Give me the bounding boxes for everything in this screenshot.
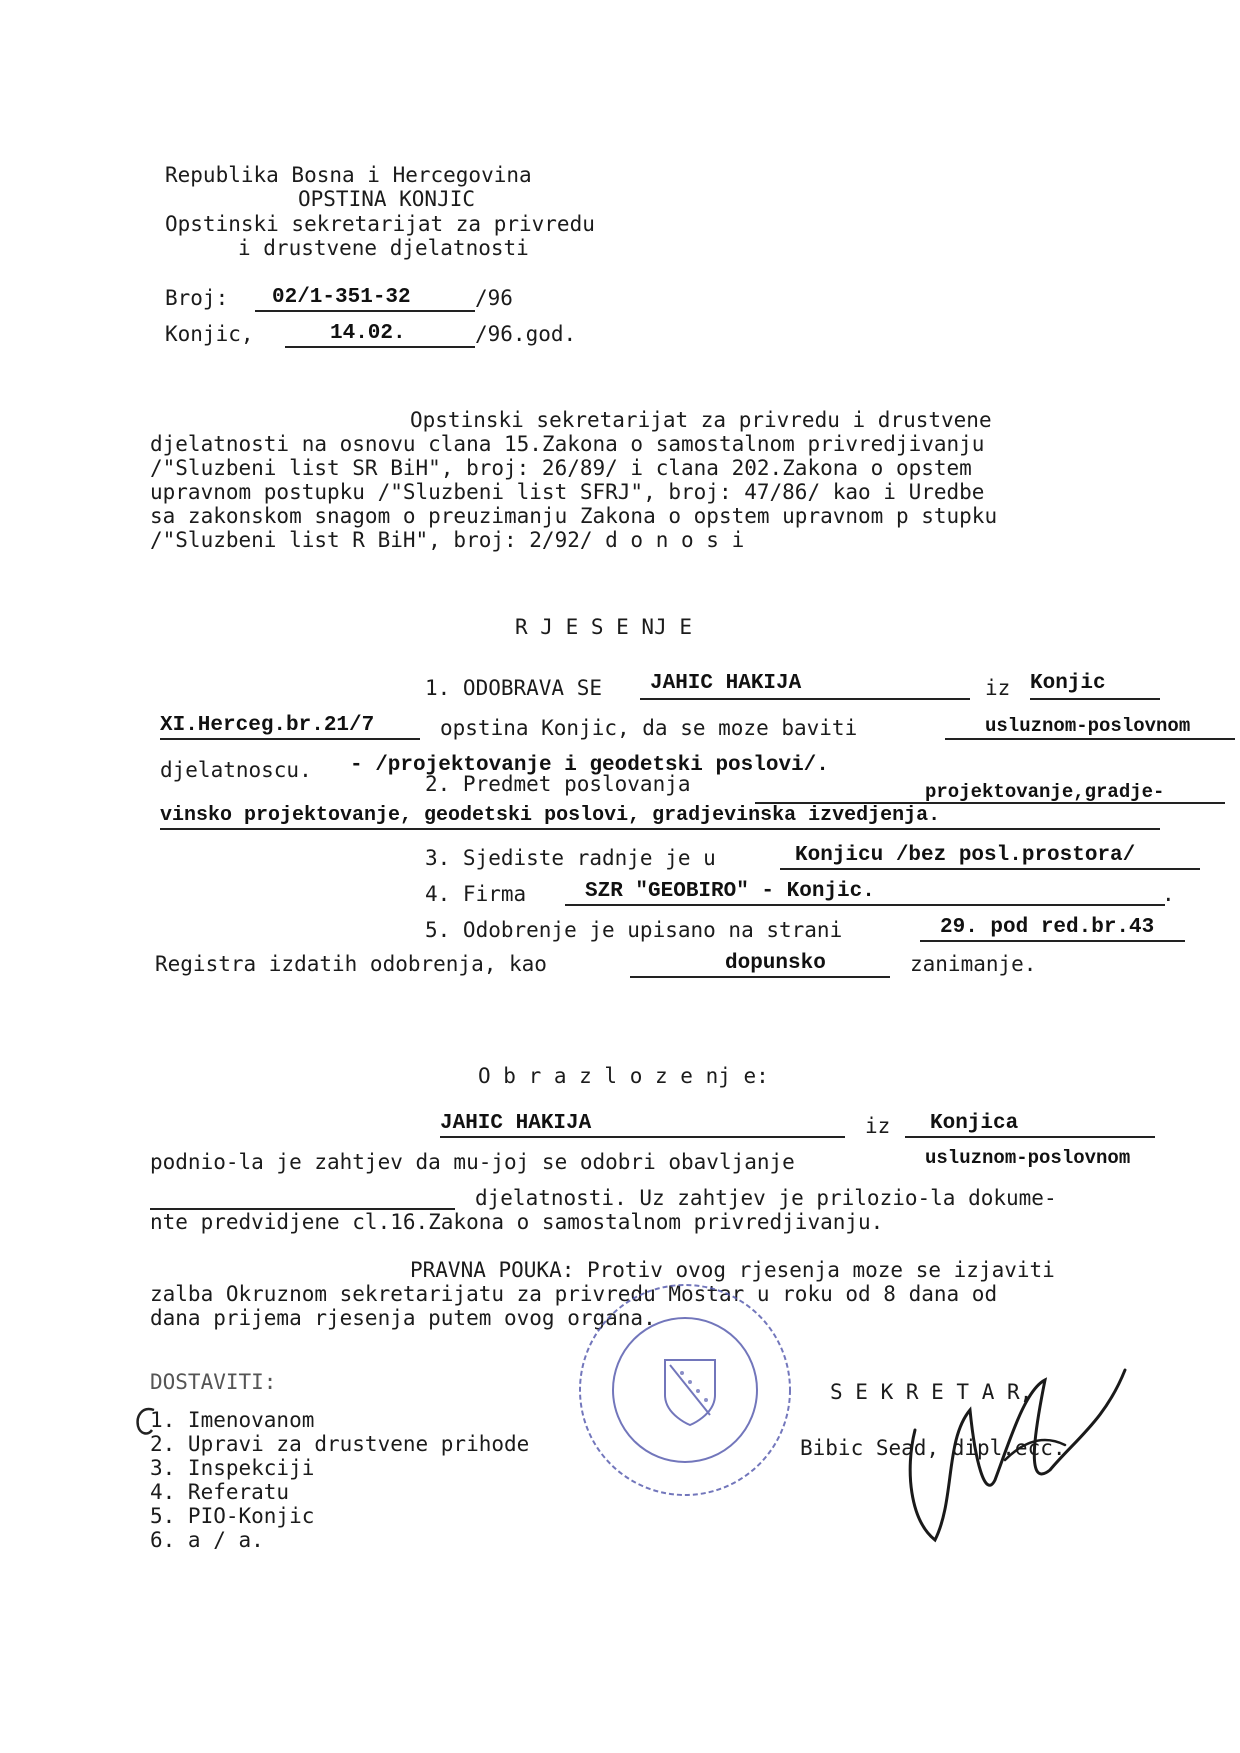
reasoning-activity: usluznom-poslovnom [925, 1147, 1131, 1169]
item2-typed-2: vinsko projektovanje, geodetski poslovi, gradjevinska izvedjenja. [160, 804, 941, 827]
delivery-item: 4. Referatu [150, 1480, 290, 1504]
header-secretariat-cont: i drustvene djelatnosti [238, 236, 529, 260]
item1-place-underline [1030, 698, 1160, 700]
item5-typed: 29. pod red.br.43 [940, 916, 1155, 939]
header-municipality: OPSTINA KONJIC [298, 187, 476, 211]
reasoning-line4: nte predvidjene cl.16.Zakona o samostalnom privredjivanju. [150, 1210, 884, 1234]
item1-address: XI.Herceg.br.21/7 [160, 714, 375, 737]
item1-name-underline [640, 698, 970, 700]
signatory-name: Bibic Sead, dipl.ecc. [800, 1436, 1066, 1460]
item1-line3: djelatnoscu. [160, 758, 312, 782]
legal-line: zalba Okruznom sekretarijatu za privredu Mostar u roku od 8 dana od [150, 1282, 998, 1306]
item1-activity: usluznom-poslovnom [985, 715, 1191, 737]
delivery-item: 1. Imenovanom [150, 1408, 315, 1432]
broj-underline [255, 310, 475, 312]
official-stamp [570, 1275, 800, 1505]
reasoning-place-underline [905, 1136, 1155, 1138]
delivery-item: 5. PIO-Konjic [150, 1504, 315, 1528]
reasoning-name: JAHIC HAKIJA [440, 1112, 592, 1135]
item4-underline [565, 904, 1165, 906]
item4-end: . [1162, 882, 1175, 906]
item5-line2-typed: dopunsko [725, 952, 826, 975]
reasoning-line3: djelatnosti. Uz zahtjev je prilozio-la dokume- [475, 1186, 1057, 1210]
item1-address-underline [160, 738, 420, 740]
item5-line2-underline [630, 976, 890, 978]
legal-line: PRAVNA POUKA: Protiv ovog rjesenja moze se izjaviti [410, 1258, 1055, 1282]
item3-underline [780, 868, 1200, 870]
header-republic: Republika Bosna i Hercegovina [165, 163, 532, 187]
signatory-title: S E K R E T A R, [830, 1380, 1033, 1404]
reasoning-name-underline [440, 1136, 845, 1138]
item1-text: 1. ODOBRAVA SE [425, 676, 603, 700]
preamble-line: upravnom postupku /"Sluzbeni list SFRJ", broj: 47/86/ kao i Uredbe [150, 480, 985, 504]
item2-typed-1: projektovanje,gradje- [925, 781, 1165, 803]
item2-underline-2 [160, 828, 1160, 830]
item5-line2b: zanimanje. [910, 952, 1037, 976]
legal-line: dana prijema rjesenja putem ovog organa. [150, 1306, 656, 1330]
delivery-item: 2. Upravi za drustvene prihode [150, 1432, 530, 1456]
preamble-line: djelatnosti na osnovu clana 15.Zakona o samostalnom privredjivanju [150, 432, 985, 456]
item3-text: 3. Sjediste radnje je u [425, 846, 716, 870]
decision-heading: R J E S E NJ E [515, 615, 693, 639]
delivery-item: 6. a / a. [150, 1528, 264, 1552]
item1-iz: iz [985, 676, 1011, 700]
item1-name: JAHIC HAKIJA [650, 672, 802, 695]
item1-place: Konjic [1030, 672, 1106, 695]
preamble-line: Opstinski sekretarijat za privredu i drustvene [410, 408, 992, 432]
date-value: 14.02. [330, 322, 406, 345]
item5-underline [920, 940, 1185, 942]
item5-text: 5. Odobrenje je upisano na strani [425, 918, 843, 942]
item4-text: 4. Firma [425, 882, 527, 906]
item5-line2a: Registra izdatih odobrenja, kao [155, 952, 547, 976]
preamble-line: /"Sluzbeni list SR BiH", broj: 26/89/ i clana 202.Zakona o opstem [150, 456, 972, 480]
preamble-line: sa zakonskom snagom o preuzimanju Zakona o opstem upravnom p stupku [150, 504, 998, 528]
reasoning-iz: iz [865, 1114, 891, 1138]
broj-value: 02/1-351-32 [272, 286, 411, 309]
broj-suffix: /96 [475, 286, 513, 310]
reasoning-heading: O b r a z l o z e nj e: [478, 1064, 769, 1088]
delivery-item: 3. Inspekciji [150, 1456, 315, 1480]
reasoning-place: Konjica [930, 1112, 1019, 1135]
reasoning-line2: podnio-la je zahtjev da mu-joj se odobri obavljanje [150, 1150, 795, 1174]
date-label: Konjic, [165, 322, 254, 346]
item1-activity-underline [945, 738, 1235, 740]
delivery-title: DOSTAVITI: [150, 1370, 277, 1394]
item1-cont: opstina Konjic, da se moze baviti [440, 716, 858, 740]
date-underline [285, 346, 475, 348]
broj-label: Broj: [165, 286, 229, 310]
item4-typed: SZR "GEOBIRO" - Konjic. [585, 880, 875, 903]
item3-typed: Konjicu /bez posl.prostora/ [795, 844, 1136, 867]
preamble-line: /"Sluzbeni list R BiH", broj: 2/92/ d o n o s i [150, 528, 745, 552]
handwritten-mark [132, 1404, 162, 1444]
signature [875, 1350, 1135, 1550]
item2-text: 2. Predmet poslovanja [425, 772, 691, 796]
header-secretariat: Opstinski sekretarijat za privredu [165, 212, 595, 236]
date-suffix: /96.god. [475, 322, 577, 346]
item1-line3-typed: - /projektovanje i geodetski poslovi/. [350, 754, 829, 777]
